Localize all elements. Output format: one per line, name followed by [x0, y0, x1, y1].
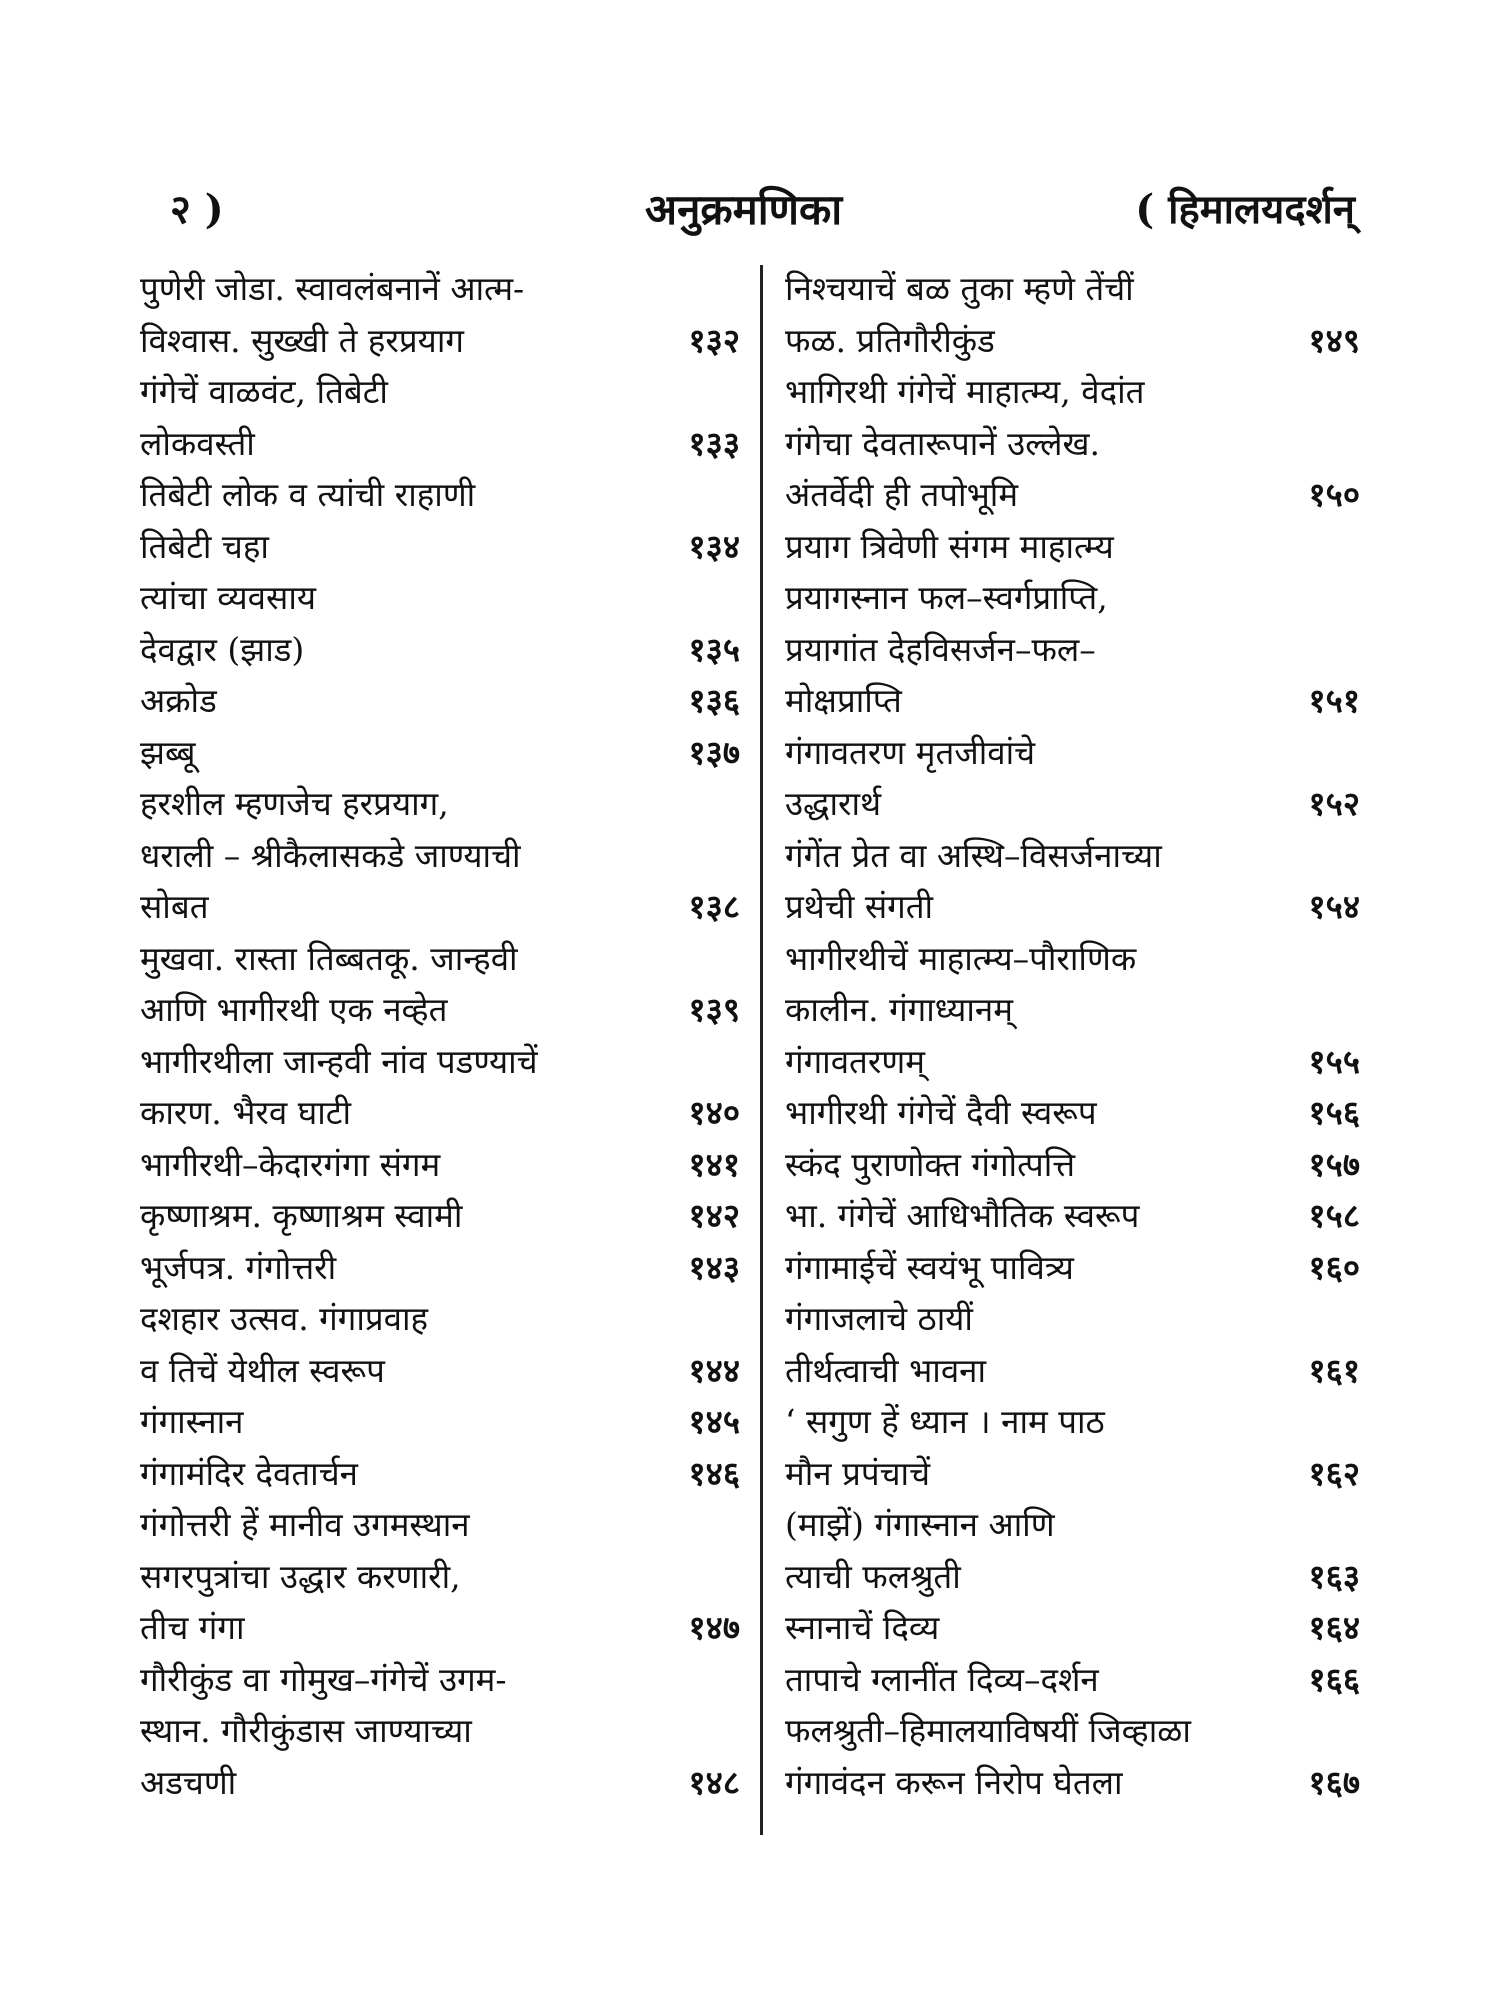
- entry-text: गंगाजलाचे ठायीं: [785, 1299, 973, 1338]
- entry-text: गंगावतरण मृतजीवांचे: [785, 732, 1036, 772]
- entry-text: तापाचे ग्लानींत दिव्य–दर्शन: [785, 1659, 1099, 1699]
- entry-text: भूर्जपत्र. गंगोत्तरी: [140, 1247, 337, 1287]
- entry-page-number: १५४: [1308, 887, 1360, 926]
- entry-page-number: १३६: [688, 681, 740, 720]
- entry-text: भागिरथी गंगेचें माहात्म्य, वेदांत: [785, 372, 1145, 411]
- entry-text: गंगावतरणम्: [785, 1041, 925, 1081]
- entry-text: मोक्षप्राप्ति: [785, 681, 902, 720]
- index-entry: [140, 315, 740, 367]
- index-entry: [785, 263, 1360, 315]
- index-entry: [140, 1087, 740, 1139]
- entry-page-number: १४३: [688, 1247, 740, 1287]
- entry-text: उद्धारार्थ: [785, 784, 882, 823]
- entry-page-number: १४२: [688, 1196, 740, 1235]
- index-entry: [785, 1602, 1360, 1654]
- index-entry: [140, 1705, 740, 1757]
- index-entry: [140, 1757, 740, 1809]
- entry-page-number: १४९: [1308, 320, 1360, 360]
- index-entry: [140, 1551, 740, 1603]
- page-header: [140, 180, 1360, 240]
- index-entry: [140, 984, 740, 1036]
- entry-page-number: १५५: [1308, 1041, 1360, 1081]
- entry-page-number: १६७: [1308, 1762, 1360, 1802]
- entry-text: गौरीकुंड वा गोमुख–गंगेचें उगम-: [140, 1659, 507, 1699]
- index-entry: [785, 778, 1360, 830]
- entry-page-number: १५०: [1308, 475, 1360, 514]
- index-entry: [785, 1293, 1360, 1345]
- entry-text: तिबेटी लोक व त्यांची राहाणी: [140, 475, 476, 514]
- entry-text: अडचणी: [140, 1762, 237, 1802]
- entry-text: भागीरथी–केदारगंगा संगम: [140, 1144, 441, 1184]
- entry-text: धराली – श्रीकैलासकडे जाण्याची: [140, 835, 521, 875]
- index-entry: [785, 675, 1360, 727]
- index-entry: [785, 881, 1360, 933]
- entry-text: गंगामाईचें स्वयंभू पावित्र्य: [785, 1247, 1074, 1287]
- entry-text: निश्चयाचें बळ तुका म्हणे तेंचीं: [785, 269, 1134, 308]
- entry-text: फळ. प्रतिगौरीकुंड: [785, 320, 995, 360]
- index-entry: [140, 1396, 740, 1448]
- index-entry: [785, 469, 1360, 521]
- entry-text: आणि भागीरथी एक नव्हेत: [140, 990, 448, 1029]
- index-entry: [785, 521, 1360, 573]
- entry-text: प्रयाग त्रिवेणी संगम माहात्म्य: [785, 526, 1114, 566]
- left-index-column: [140, 263, 740, 1808]
- entry-text: तीर्थत्वाची भावना: [785, 1350, 987, 1390]
- entry-page-number: १३९: [688, 990, 740, 1029]
- index-entry: [785, 830, 1360, 882]
- entry-text: दशहार उत्सव. गंगाप्रवाह: [140, 1299, 429, 1338]
- entry-text: भागीरथीचें माहात्म्य–पौराणिक: [785, 938, 1137, 978]
- entry-text: गंगावंदन करून निरोप घेतला: [785, 1762, 1123, 1802]
- index-entry: [785, 624, 1360, 676]
- index-entry: [140, 727, 740, 779]
- entry-text: तिबेटी चहा: [140, 526, 269, 566]
- index-entry: [785, 418, 1360, 470]
- index-entry: [785, 1448, 1360, 1500]
- entry-text: तीच गंगा: [140, 1608, 245, 1647]
- entry-text: भा. गंगेचें आधिभौतिक स्वरूप: [785, 1196, 1140, 1235]
- entry-page-number: १६१: [1308, 1350, 1360, 1390]
- entry-text: अंतर्वेदी ही तपोभूमि: [785, 475, 1019, 514]
- entry-page-number: १५८: [1308, 1196, 1360, 1235]
- entry-page-number: १६४: [1308, 1608, 1360, 1647]
- index-entry: [140, 366, 740, 418]
- entry-text: स्कंद पुराणोक्त गंगोत्पत्ति: [785, 1144, 1076, 1184]
- index-entry: [140, 1036, 740, 1088]
- entry-text: मौन प्रपंचाचें: [785, 1453, 931, 1493]
- entry-page-number: १३२: [688, 320, 740, 360]
- entry-page-number: १५६: [1308, 1093, 1360, 1132]
- entry-text: व तिचें येथील स्वरूप: [140, 1350, 385, 1390]
- entry-text: त्यांचा व्यवसाय: [140, 578, 317, 617]
- book-title: ( हिमालयदर्शन्: [1135, 186, 1355, 233]
- entry-text: प्रयागस्नान फल–स्वर्गप्राप्ति,: [785, 578, 1108, 617]
- index-entry: [785, 1551, 1360, 1603]
- entry-text: झब्बू: [140, 732, 196, 772]
- index-entry: [785, 1087, 1360, 1139]
- index-entry: [140, 469, 740, 521]
- entry-text: गंगोत्तरी हें मानीव उगमस्थान: [140, 1505, 470, 1544]
- index-entry: [140, 1654, 740, 1706]
- entry-text: पुणेरी जोडा. स्वावलंबनानें आत्म-: [140, 269, 525, 308]
- index-entry: [140, 881, 740, 933]
- entry-text: ‘ सगुण हें ध्यान । नाम पाठ: [785, 1402, 1105, 1441]
- index-entry: [140, 778, 740, 830]
- entry-text: अक्रोड: [140, 681, 217, 720]
- index-entry: [785, 1345, 1360, 1397]
- entry-page-number: १६२: [1308, 1453, 1360, 1493]
- index-entry: [785, 984, 1360, 1036]
- entry-text: कृष्णाश्रम. कृष्णाश्रम स्वामी: [140, 1196, 463, 1235]
- entry-text: गंगास्नान: [140, 1402, 244, 1441]
- index-entry: [140, 1602, 740, 1654]
- index-entry: [785, 1036, 1360, 1088]
- index-entry: [785, 1654, 1360, 1706]
- entry-text: हरशील म्हणजेच हरप्रयाग,: [140, 784, 449, 823]
- entry-page-number: १६६: [1308, 1659, 1360, 1699]
- entry-text: देवद्वार (झाड): [140, 629, 305, 669]
- entry-text: गंगामंदिर देवतार्चन: [140, 1453, 358, 1493]
- index-entry: [140, 933, 740, 985]
- entry-text: भागीरथीला जान्हवी नांव पडण्याचें: [140, 1041, 538, 1081]
- entry-page-number: १३५: [688, 629, 740, 669]
- entry-text: विश्वास. सुख्खी ते हरप्रयाग: [140, 320, 464, 360]
- index-entry: [140, 1448, 740, 1500]
- entry-page-number: १५२: [1308, 784, 1360, 823]
- index-entry: [785, 1757, 1360, 1809]
- entry-text: प्रयागांत देहविसर्जन–फल–: [785, 629, 1096, 669]
- index-entry: [785, 315, 1360, 367]
- entry-text: स्थान. गौरीकुंडास जाण्याच्या: [140, 1711, 472, 1750]
- index-entry: [785, 933, 1360, 985]
- index-entry: [140, 1242, 740, 1294]
- page-number: २ ): [170, 186, 224, 233]
- entry-text: लोकवस्ती: [140, 423, 255, 463]
- entry-page-number: १६३: [1308, 1556, 1360, 1596]
- index-entry: [140, 1345, 740, 1397]
- index-entry: [140, 572, 740, 624]
- entry-page-number: १३७: [688, 732, 740, 772]
- index-entry: [785, 1242, 1360, 1294]
- index-entry: [785, 366, 1360, 418]
- column-divider: [760, 265, 763, 1835]
- entry-text: मुखवा. रास्ता तिब्बतकू. जान्हवी: [140, 938, 518, 978]
- index-entry: [140, 675, 740, 727]
- entry-page-number: १५१: [1308, 681, 1360, 720]
- entry-text: (माझें) गंगास्नान आणि: [785, 1505, 1055, 1544]
- entry-text: कारण. भैरव घाटी: [140, 1093, 351, 1132]
- entry-page-number: १४६: [688, 1453, 740, 1493]
- index-entry: [785, 572, 1360, 624]
- entry-text: सगरपुत्रांचा उद्धार करणारी,: [140, 1556, 461, 1596]
- index-entry: [140, 418, 740, 470]
- entry-page-number: १५७: [1308, 1144, 1360, 1184]
- index-entry: [140, 624, 740, 676]
- entry-page-number: १४४: [688, 1350, 740, 1390]
- entry-page-number: १३३: [688, 423, 740, 463]
- index-entry: [785, 1705, 1360, 1757]
- index-entry: [140, 830, 740, 882]
- entry-text: त्याची फलश्रुती: [785, 1556, 961, 1596]
- index-entry: [140, 1139, 740, 1191]
- index-entry: [140, 1293, 740, 1345]
- entry-page-number: १४१: [688, 1144, 740, 1184]
- entry-page-number: १३८: [688, 887, 740, 926]
- entry-page-number: १६०: [1308, 1247, 1360, 1287]
- index-entry: [140, 521, 740, 573]
- entry-page-number: १४७: [688, 1608, 740, 1647]
- index-entry: [785, 1396, 1360, 1448]
- index-entry: [785, 1139, 1360, 1191]
- entry-text: फलश्रुती–हिमालयाविषयीं जिव्हाळा: [785, 1711, 1191, 1750]
- entry-text: गंगेंत प्रेत वा अस्थि–विसर्जनाच्या: [785, 835, 1162, 875]
- index-entry: [140, 1499, 740, 1551]
- entry-text: कालीन. गंगाध्यानम्: [785, 990, 1013, 1029]
- index-entry: [785, 1499, 1360, 1551]
- index-entry: [785, 727, 1360, 779]
- entry-page-number: १४५: [688, 1402, 740, 1441]
- entry-page-number: १४८: [688, 1762, 740, 1802]
- entry-text: स्नानाचें दिव्य: [785, 1608, 940, 1647]
- index-entry: [785, 1190, 1360, 1242]
- entry-page-number: १४०: [688, 1093, 740, 1132]
- entry-text: गंगेचा देवतारूपानें उल्लेख.: [785, 423, 1100, 463]
- page-title: अनुक्रमणिका: [645, 185, 843, 234]
- entry-text: भागीरथी गंगेचें दैवी स्वरूप: [785, 1093, 1097, 1132]
- index-entry: [140, 1190, 740, 1242]
- entry-text: सोबत: [140, 887, 209, 926]
- index-entry: [140, 263, 740, 315]
- entry-page-number: १३४: [688, 526, 740, 566]
- right-index-column: [785, 263, 1360, 1808]
- entry-text: प्रथेची संगती: [785, 887, 934, 926]
- entry-text: गंगेचें वाळवंट, तिबेटी: [140, 372, 388, 411]
